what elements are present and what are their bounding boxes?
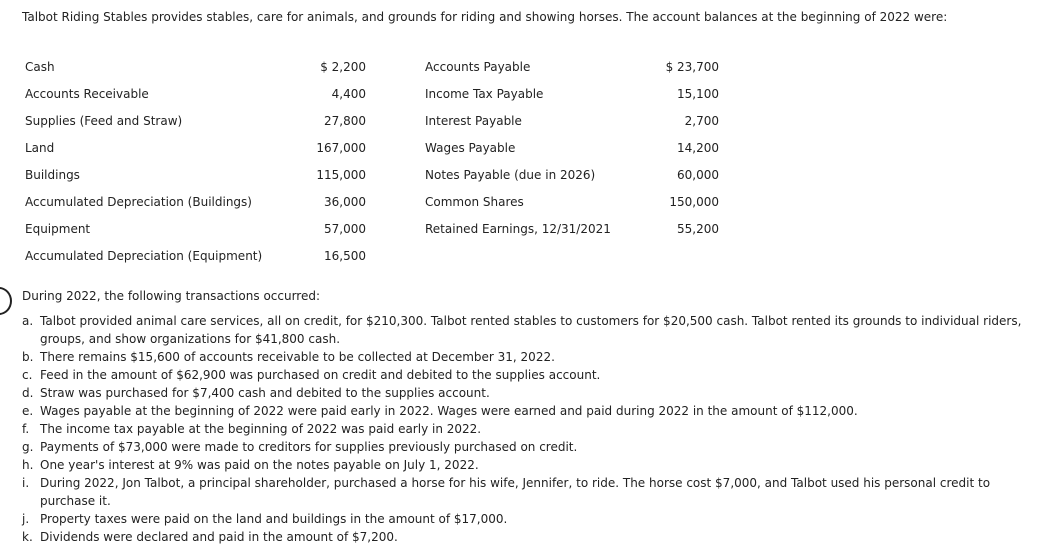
balance-row <box>25 86 725 102</box>
right-account-value: 60,000 <box>677 168 719 182</box>
left-account-name: Cash <box>25 60 55 74</box>
left-account-name: Accumulated Depreciation (Equipment) <box>25 249 263 263</box>
left-account-value: 167,000 <box>316 141 366 155</box>
transaction-item <box>22 456 1034 474</box>
transaction-text: During 2022, Jon Talbot, a principal shareholder, purchased a horse for his wife, Jennifer, to ride. The horse cost $7,000, and Talbot used his personal credit to purchase it. <box>40 476 991 508</box>
transaction-item <box>22 474 1034 510</box>
right-account-name: Wages Payable <box>425 141 516 155</box>
balance-row <box>25 194 725 210</box>
balance-row <box>25 113 725 129</box>
balance-row <box>25 221 725 237</box>
transactions-intro: During 2022, the following transactions occurred: <box>22 289 321 303</box>
balance-row <box>25 59 725 75</box>
left-account-name: Accumulated Depreciation (Buildings) <box>25 195 252 209</box>
transaction-item <box>22 510 1034 528</box>
right-account-value: 14,200 <box>677 141 719 155</box>
circle-marker-icon <box>0 287 12 315</box>
transaction-letter: i. <box>22 476 30 490</box>
transaction-letter: f. <box>22 422 30 436</box>
left-account-name: Supplies (Feed and Straw) <box>25 114 183 128</box>
transaction-item <box>22 528 1034 546</box>
transaction-text: Straw was purchased for $7,400 cash and debited to the supplies account. <box>40 386 490 400</box>
balance-row <box>25 248 725 264</box>
transaction-item <box>22 384 1034 402</box>
transactions-list <box>22 312 1034 546</box>
transaction-letter: h. <box>22 458 34 472</box>
transaction-letter: b. <box>22 350 34 364</box>
problem-intro: Talbot Riding Stables provides stables, care for animals, and grounds for riding and showing horses. The account balances at the beginning of 2022 were: <box>22 10 948 24</box>
balance-row <box>25 167 725 183</box>
left-account-value: 4,400 <box>331 87 366 101</box>
right-account-name: Income Tax Payable <box>425 87 544 101</box>
transaction-item <box>22 438 1034 456</box>
transaction-text: Payments of $73,000 were made to creditors for supplies previously purchased on credit. <box>40 440 578 454</box>
right-account-name: Retained Earnings, 12/31/2021 <box>425 222 611 236</box>
left-account-value: $ 2,200 <box>320 60 366 74</box>
right-account-value: 15,100 <box>677 87 719 101</box>
transaction-item <box>22 402 1034 420</box>
right-account-value: 55,200 <box>677 222 719 236</box>
left-account-name: Equipment <box>25 222 91 236</box>
transaction-letter: g. <box>22 440 34 454</box>
left-account-name: Accounts Receivable <box>25 87 149 101</box>
transaction-text: One year's interest at 9% was paid on the notes payable on July 1, 2022. <box>40 458 479 472</box>
right-account-name: Notes Payable (due in 2026) <box>425 168 596 182</box>
transaction-item <box>22 366 1034 384</box>
transaction-text: Dividends were declared and paid in the amount of $7,200. <box>40 530 398 544</box>
transaction-item <box>22 420 1034 438</box>
right-account-name: Interest Payable <box>425 114 522 128</box>
transaction-letter: d. <box>22 386 34 400</box>
transaction-text: There remains $15,600 of accounts receivable to be collected at December 31, 2022. <box>40 350 555 364</box>
left-account-name: Buildings <box>25 168 80 182</box>
right-account-name: Common Shares <box>425 195 524 209</box>
transaction-text: Property taxes were paid on the land and buildings in the amount of $17,000. <box>40 512 508 526</box>
right-account-value: $ 23,700 <box>665 60 719 74</box>
transaction-text: Feed in the amount of $62,900 was purchased on credit and debited to the supplies account. <box>40 368 601 382</box>
left-account-value: 115,000 <box>316 168 366 182</box>
transaction-text: The income tax payable at the beginning of 2022 was paid early in 2022. <box>40 422 482 436</box>
transaction-item <box>22 348 1034 366</box>
left-account-value: 57,000 <box>324 222 366 236</box>
right-account-name: Accounts Payable <box>425 60 531 74</box>
left-account-value: 27,800 <box>324 114 366 128</box>
left-account-value: 36,000 <box>324 195 366 209</box>
transaction-letter: a. <box>22 314 34 328</box>
transaction-letter: c. <box>22 368 33 382</box>
balance-row <box>25 140 725 156</box>
transaction-letter: j. <box>22 512 30 526</box>
transaction-letter: e. <box>22 404 34 418</box>
left-account-value: 16,500 <box>324 249 366 263</box>
transaction-item <box>22 312 1034 348</box>
right-account-value: 150,000 <box>669 195 719 209</box>
right-account-value: 2,700 <box>684 114 719 128</box>
left-account-name: Land <box>25 141 55 155</box>
transaction-text: Talbot provided animal care services, all on credit, for $210,300. Talbot rented stables to customers for $20,500 cash. Talbot rented its grounds to individual riders, groups, and show organizations for $41,800 cash. <box>40 314 1022 346</box>
account-balances-table <box>25 59 725 269</box>
transaction-text: Wages payable at the beginning of 2022 were paid early in 2022. Wages were earned and paid during 2022 in the amount of $112,000. <box>40 404 858 418</box>
transaction-letter: k. <box>22 530 33 544</box>
